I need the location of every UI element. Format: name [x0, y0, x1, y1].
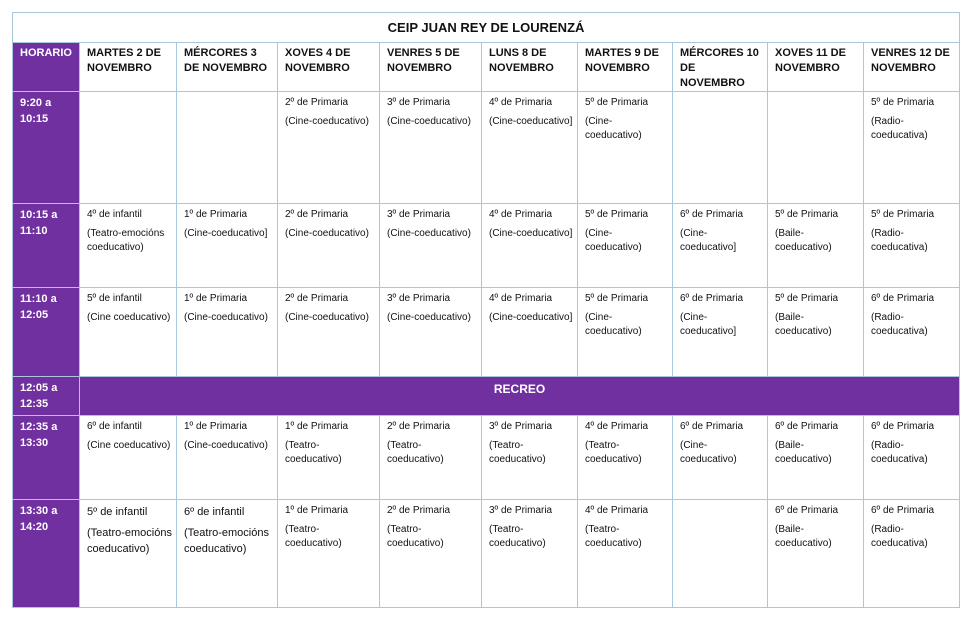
column-header: XOVES 11 DE NOVEMBRO: [768, 43, 864, 92]
empty-cell: [673, 500, 768, 608]
schedule-cell: [578, 416, 673, 500]
activity: (Radio-coeducativa): [871, 524, 928, 549]
activity: (Teatro-coeducativo): [387, 440, 444, 465]
empty-cell: [673, 92, 768, 204]
column-header: MÉRCORES 10 DE NOVEMBRO: [673, 43, 768, 92]
class-group: 3º de Primaria: [387, 293, 451, 304]
activity: (Baile-coeducativo): [775, 228, 832, 253]
empty-cell: [80, 92, 177, 204]
time-slot-row: [13, 288, 960, 377]
schedule-cell: [278, 92, 380, 204]
class-group: 1º de Primaria: [285, 421, 349, 432]
activity: (Cine-coeducativo]: [489, 312, 573, 323]
time-slot-label: 12:35 a 13:30: [13, 416, 80, 500]
time-slot-label: 10:15 a 11:10: [13, 204, 80, 288]
activity: (Cine-coeducativo): [585, 116, 642, 141]
schedule-cell: [482, 288, 578, 377]
schedule-cell: [768, 288, 864, 377]
class-group: 5º de Primaria: [775, 293, 839, 304]
class-group: 5º de Primaria: [585, 97, 649, 108]
class-group: 6º de Primaria: [775, 505, 839, 516]
class-group: 4º de Primaria: [489, 209, 553, 220]
activity: (Cine-coeducativo]: [489, 116, 573, 127]
activity: (Cine-coeducativo]: [184, 228, 268, 239]
column-header: MARTES 2 DE NOVEMBRO: [80, 43, 177, 92]
activity: (Teatro-coeducativo): [585, 440, 642, 465]
class-group: 5º de Primaria: [585, 293, 649, 304]
time-slot-label: 11:10 a 12:05: [13, 288, 80, 377]
activity: (Cine coeducativo): [87, 312, 171, 323]
activity: (Cine-coeducativo): [387, 116, 471, 127]
class-group: 4º de Primaria: [489, 97, 553, 108]
time-slot-row: [13, 92, 960, 204]
schedule-cell: [864, 500, 960, 608]
activity: (Teatro-coeducativo): [585, 524, 642, 549]
break-row: [13, 377, 960, 416]
schedule-cell: [482, 92, 578, 204]
class-group: 1º de Primaria: [184, 209, 248, 220]
schedule-cell: [482, 204, 578, 288]
schedule-cell: [768, 416, 864, 500]
class-group: 5º de infantil: [87, 506, 148, 518]
schedule-cell: [80, 288, 177, 377]
schedule-cell: [80, 204, 177, 288]
activity: (Teatro-emocións coeducativo): [87, 527, 172, 555]
activity: (Teatro-emocións coeducativo): [87, 228, 165, 253]
activity: (Cine-coeducativo): [387, 312, 471, 323]
schedule-cell: [380, 204, 482, 288]
class-group: 4º de Primaria: [489, 293, 553, 304]
schedule-cell: [177, 500, 278, 608]
activity: (Teatro-coeducativo): [285, 440, 342, 465]
column-header-horario: HORARIO: [13, 43, 80, 92]
schedule-cell: [864, 288, 960, 377]
schedule-cell: [673, 204, 768, 288]
column-header: MARTES 9 DE NOVEMBRO: [578, 43, 673, 92]
column-header: MÉRCORES 3 DE NOVEMBRO: [177, 43, 278, 92]
activity: (Baile-coeducativo): [775, 524, 832, 549]
schedule-cell: [278, 204, 380, 288]
class-group: 4º de Primaria: [585, 421, 649, 432]
class-group: 5º de infantil: [87, 293, 142, 304]
schedule-cell: [673, 288, 768, 377]
activity: (Radio-coeducativa): [871, 116, 928, 141]
class-group: 6º de Primaria: [871, 421, 935, 432]
class-group: 5º de Primaria: [775, 209, 839, 220]
schedule-table: [12, 12, 960, 608]
class-group: 2º de Primaria: [387, 505, 451, 516]
class-group: 6º de infantil: [184, 506, 245, 518]
class-group: 3º de Primaria: [387, 97, 451, 108]
empty-cell: [177, 92, 278, 204]
schedule-cell: [673, 416, 768, 500]
schedule-cell: [380, 500, 482, 608]
activity: (Teatro-coeducativo): [489, 524, 546, 549]
column-header: LUNS 8 DE NOVEMBRO: [482, 43, 578, 92]
empty-cell: [768, 92, 864, 204]
activity: (Cine-coeducativo): [285, 228, 369, 239]
schedule-cell: [80, 500, 177, 608]
schedule-cell: [80, 416, 177, 500]
class-group: 5º de Primaria: [871, 97, 935, 108]
schedule-cell: [578, 288, 673, 377]
schedule-cell: [278, 416, 380, 500]
class-group: 2º de Primaria: [285, 209, 349, 220]
class-group: 2º de Primaria: [387, 421, 451, 432]
class-group: 6º de Primaria: [680, 421, 744, 432]
class-group: 6º de Primaria: [871, 293, 935, 304]
activity: (Baile-coeducativo): [775, 440, 832, 465]
activity: (Cine-coeducativo): [387, 228, 471, 239]
class-group: 3º de Primaria: [489, 421, 553, 432]
schedule-cell: [768, 204, 864, 288]
schedule-cell: [578, 500, 673, 608]
schedule-cell: [864, 416, 960, 500]
schedule-cell: [578, 204, 673, 288]
schedule-cell: [482, 500, 578, 608]
time-slot-label: 13:30 a 14:20: [13, 500, 80, 608]
activity: (Cine-coeducativo): [285, 312, 369, 323]
activity: (Teatro-coeducativo): [285, 524, 342, 549]
class-group: 5º de Primaria: [585, 209, 649, 220]
time-slot-row: [13, 500, 960, 608]
column-header: VENRES 12 DE NOVEMBRO: [864, 43, 960, 92]
break-label: RECREO: [80, 377, 960, 416]
class-group: 6º de infantil: [87, 421, 142, 432]
class-group: 6º de Primaria: [775, 421, 839, 432]
schedule-cell: [177, 204, 278, 288]
activity: (Cine-coeducativo]: [489, 228, 573, 239]
column-header: VENRES 5 DE NOVEMBRO: [380, 43, 482, 92]
time-slot-row: [13, 204, 960, 288]
activity: (Cine-coeducativo): [585, 312, 642, 337]
class-group: 2º de Primaria: [285, 293, 349, 304]
class-group: 3º de Primaria: [489, 505, 553, 516]
activity: (Cine-coeducativo): [184, 440, 268, 451]
activity: (Teatro-emocións coeducativo): [184, 527, 269, 555]
schedule-cell: [482, 416, 578, 500]
activity: (Cine-coeducativo): [184, 312, 268, 323]
schedule-cell: [380, 288, 482, 377]
class-group: 6º de Primaria: [871, 505, 935, 516]
schedule-cell: [380, 416, 482, 500]
activity: (Cine-coeducativo): [680, 440, 737, 465]
schedule-cell: [864, 92, 960, 204]
class-group: 4º de infantil: [87, 209, 142, 220]
schedule-cell: [864, 204, 960, 288]
class-group: 6º de Primaria: [680, 293, 744, 304]
schedule-cell: [578, 92, 673, 204]
activity: (Teatro-coeducativo): [489, 440, 546, 465]
activity: (Radio-coeducativa): [871, 312, 928, 337]
activity: (Cine coeducativo): [87, 440, 171, 451]
class-group: 3º de Primaria: [387, 209, 451, 220]
activity: (Radio-coeducativa): [871, 228, 928, 253]
class-group: 1º de Primaria: [184, 293, 248, 304]
class-group: 1º de Primaria: [184, 421, 248, 432]
class-group: 2º de Primaria: [285, 97, 349, 108]
activity: (Cine-coeducativo]: [680, 228, 737, 253]
schedule-cell: [177, 288, 278, 377]
activity: (Cine-coeducativo): [585, 228, 642, 253]
table-title: CEIP JUAN REY DE LOURENZÁ: [13, 13, 960, 43]
schedule-cell: [177, 416, 278, 500]
time-slot-row: [13, 416, 960, 500]
schedule-cell: [380, 92, 482, 204]
column-header: XOVES 4 DE NOVEMBRO: [278, 43, 380, 92]
activity: (Baile-coeducativo): [775, 312, 832, 337]
activity: (Cine-coeducativo]: [680, 312, 737, 337]
time-slot-label: 12:05 a 12:35: [13, 377, 80, 416]
activity: (Cine-coeducativo): [285, 116, 369, 127]
header-row: [13, 43, 960, 92]
schedule-sheet: [12, 12, 959, 608]
class-group: 6º de Primaria: [680, 209, 744, 220]
class-group: 1º de Primaria: [285, 505, 349, 516]
activity: (Radio-coeducativa): [871, 440, 928, 465]
schedule-cell: [768, 500, 864, 608]
activity: (Teatro-coeducativo): [387, 524, 444, 549]
schedule-cell: [278, 288, 380, 377]
time-slot-label: 9:20 a 10:15: [13, 92, 80, 204]
class-group: 5º de Primaria: [871, 209, 935, 220]
schedule-cell: [278, 500, 380, 608]
class-group: 4º de Primaria: [585, 505, 649, 516]
